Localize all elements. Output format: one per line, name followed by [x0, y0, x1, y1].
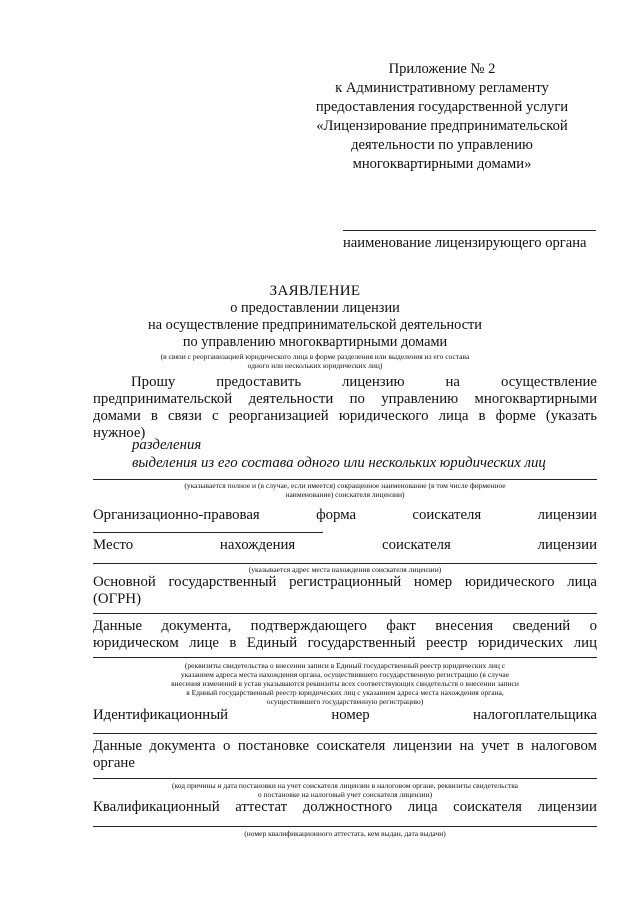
- ogrn-paragraph: [93, 574, 597, 608]
- request-line: Прошу предоставить лицензию на осуществление: [131, 374, 597, 390]
- registry-doc-line: юридическом лице в Единый государственный реестр юридических лиц: [93, 635, 597, 651]
- location-word: лицензии: [537, 537, 597, 553]
- ogrn-line: (ОГРН): [93, 591, 142, 607]
- registry-doc-field-line[interactable]: [93, 657, 597, 658]
- caption-line: (реквизиты свидетельства о внесении записи в Единый государственный реестр юридических лиц с: [184, 661, 506, 670]
- caption-line: наименование) соискателя лицензии): [285, 490, 405, 499]
- registry-doc-line: Данные документа, подтверждающего факт внесения сведений о: [93, 618, 597, 634]
- address-caption: [120, 565, 570, 574]
- qualification-word: должностного: [302, 799, 393, 815]
- appendix-line: многоквартирными домами»: [352, 156, 532, 172]
- ogrn-field-line[interactable]: [93, 613, 597, 614]
- address-line[interactable]: [93, 563, 597, 564]
- title-note-line: одного или нескольких юридических лиц): [247, 361, 383, 370]
- qualification-word: аттестат: [235, 799, 288, 815]
- appendix-header: [292, 60, 592, 174]
- title-note: [100, 352, 530, 370]
- request-paragraph: [93, 374, 597, 442]
- tax-doc-caption: [120, 781, 570, 799]
- qualification-word: лица: [407, 799, 438, 815]
- org-name-caption: наименование лицензирующего органа: [343, 235, 587, 251]
- registry-doc-paragraph: [93, 618, 597, 652]
- legal-form-word: лицензии: [537, 507, 597, 523]
- inn-row: [93, 707, 597, 724]
- caption-line: осуществившего государственную регистрацию): [266, 697, 424, 706]
- location-word: Место: [93, 537, 134, 553]
- appendix-line: Приложение № 2: [388, 61, 496, 77]
- inn-word: Идентификационный: [93, 707, 229, 723]
- option-division[interactable]: разделения: [132, 437, 202, 453]
- caption-line: о постановке на налоговый учет соискателя лицензии): [257, 790, 433, 799]
- qualification-word: Квалификационный: [93, 799, 220, 815]
- legal-form-word: форма: [316, 507, 357, 523]
- qualification-word: лицензии: [537, 799, 597, 815]
- appendix-line: «Лицензирование предпринимательской: [316, 118, 568, 134]
- option-separation[interactable]: выделения из его состава одного или нескольких юридических лиц: [132, 455, 546, 471]
- tax-doc-paragraph: [93, 738, 597, 772]
- tax-doc-line: Данные документа о постановке соискателя лицензии на учет в налоговом: [93, 738, 597, 754]
- caption-line: (указывается полное и (в случае, если имеется) сокращенное наименование (в том числе фирменное: [184, 481, 506, 490]
- appendix-line: деятельности по управлению: [351, 137, 533, 153]
- document-title-block: [100, 282, 530, 370]
- subtitle-line: о предоставлении лицензии: [230, 300, 400, 316]
- document-subtitle: [100, 300, 530, 351]
- tax-doc-line: органе: [93, 755, 135, 771]
- inn-field-line[interactable]: [93, 733, 597, 734]
- appendix-line: к Административному регламенту: [335, 80, 549, 96]
- tax-doc-field-line[interactable]: [93, 778, 597, 779]
- org-name-line[interactable]: [343, 230, 596, 231]
- qualification-caption: [120, 829, 570, 838]
- qualification-word: соискателя: [453, 799, 522, 815]
- caption-line: внесения изменений в устав указываются реквизиты всех соответствующих свидетельств о внесении записи: [171, 679, 519, 688]
- caption-line: в Единый государственный реестр юридических лиц с указанием адреса места нахождения органа,: [186, 688, 504, 697]
- applicant-name-line[interactable]: [93, 479, 597, 480]
- ogrn-line: Основной государственный регистрационный номер юридического лица: [93, 574, 597, 590]
- subtitle-line: на осуществление предпринимательской деятельности: [148, 317, 482, 333]
- qualification-row: [93, 799, 597, 816]
- location-word: нахождения: [219, 537, 296, 553]
- caption-line: (номер квалификационного аттестата, кем выдан, дата выдачи): [244, 829, 446, 838]
- request-line: домами в связи с реорганизацией юридического лица в форме (указать: [93, 408, 597, 424]
- registry-doc-caption: [120, 661, 570, 706]
- applicant-name-caption: [120, 481, 570, 499]
- inn-word: налогоплательщика: [473, 707, 597, 723]
- qualification-field-line[interactable]: [93, 826, 597, 827]
- subtitle-line: по управлению многоквартирными домами: [182, 334, 448, 350]
- inn-word: номер: [331, 707, 370, 723]
- request-line: нужное): [93, 425, 146, 441]
- legal-form-word: Организационно-правовая: [93, 507, 260, 523]
- request-line: предпринимательской деятельности по управлению многоквартирными: [93, 391, 597, 407]
- appendix-line: предоставления государственной услуги: [315, 99, 569, 115]
- title-note-line: (в связи с реорганизацией юридического лица в форме разделения или выделения из его состава: [160, 352, 470, 361]
- document-title: ЗАЯВЛЕНИЕ: [269, 283, 361, 299]
- location-row: [93, 537, 597, 554]
- legal-form-row: [93, 507, 597, 524]
- legal-form-line[interactable]: [93, 532, 323, 533]
- legal-form-word: соискателя: [412, 507, 482, 523]
- caption-line: (указывается адрес места нахождения соискателя лицензии): [248, 565, 442, 574]
- caption-line: указанием адреса места нахождения органа, осуществившего государственную регистрацию (в случае: [180, 670, 510, 679]
- caption-line: (код причины и дата постановки на учет соискателя лицензии в налоговом органе, реквизиты свидетельства: [172, 781, 518, 790]
- location-word: соискателя: [382, 537, 451, 553]
